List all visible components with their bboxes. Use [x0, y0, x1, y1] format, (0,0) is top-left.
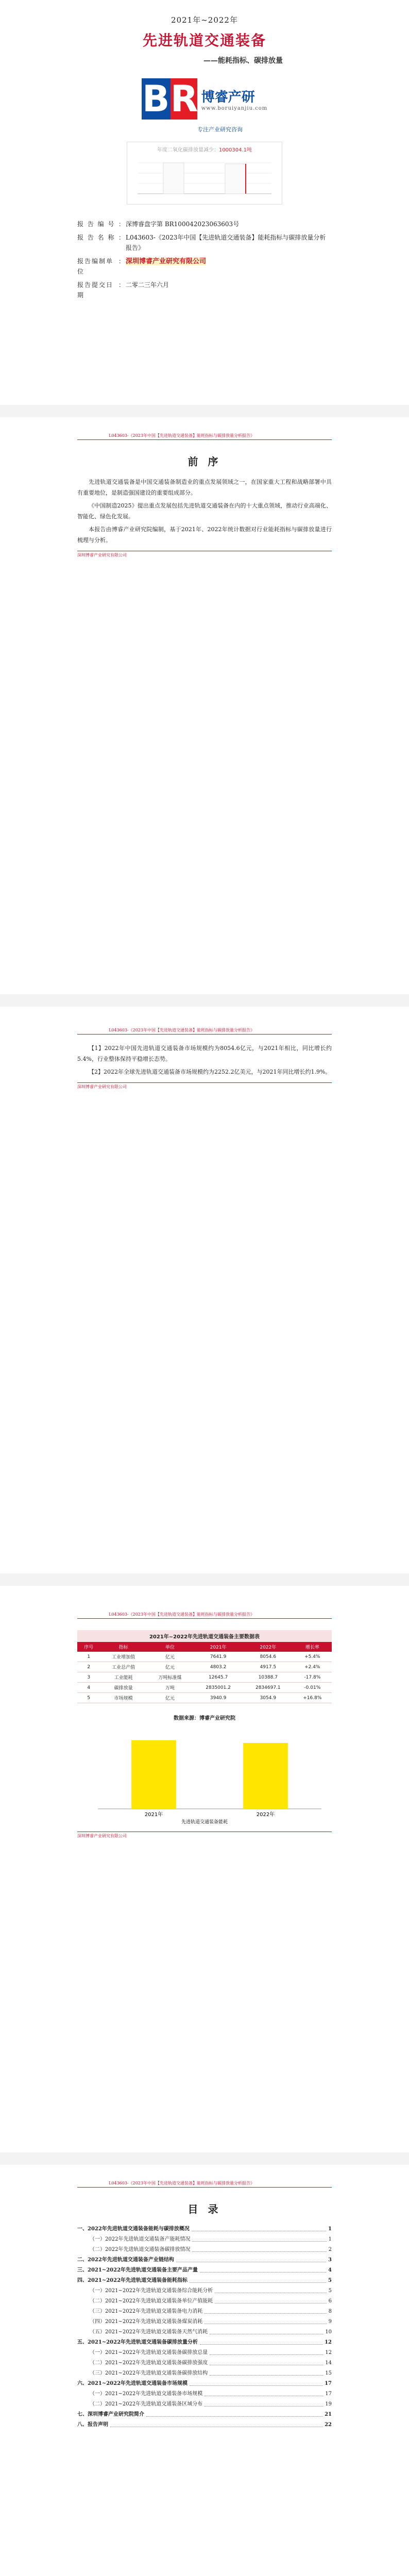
page-footer: 深圳博睿产业研究有限公司	[77, 1832, 332, 1839]
page-header: L043603-《2023年中国【先进轨道交通装备】能耗指标与碳排放量分析报告》	[77, 1027, 332, 1035]
cell: 1	[77, 1652, 100, 1662]
table-row	[77, 1683, 332, 1693]
toc-leader	[210, 2327, 323, 2334]
brand-slogan: 专注产业研究咨询	[197, 126, 243, 133]
page-footer: 深圳博睿产业研究有限公司	[77, 551, 332, 558]
toc-leader	[204, 2389, 323, 2396]
cell: +2.4%	[293, 1662, 332, 1672]
toc-page-number: 12	[325, 2340, 332, 2345]
cell: 万吨标准煤	[147, 1672, 193, 1683]
cell: 2835001.2	[193, 1683, 243, 1693]
toc-leader	[200, 2265, 326, 2273]
toc-item[interactable]	[77, 2420, 332, 2430]
meta-key: 报告提交日期	[77, 281, 114, 299]
cell: 工业总产值	[100, 1662, 146, 1672]
toc-item-text: （一）2021~2022年先进轨道交通装备碳排放总量	[90, 2350, 208, 2355]
cover-chart-caption: 年度二氧化碳排放量减少：	[157, 147, 219, 153]
toc-item[interactable]	[77, 2286, 332, 2296]
toc-page-number: 5	[328, 2278, 332, 2283]
cell: 万吨	[147, 1683, 193, 1693]
bar-chart	[77, 1721, 332, 1824]
cell: 3940.9	[193, 1693, 243, 1703]
toc-leader	[210, 2368, 323, 2376]
preface-page	[0, 417, 409, 994]
table-row	[77, 1672, 332, 1683]
cover-chart-svg	[127, 142, 282, 204]
toc-page-number: 22	[325, 2422, 332, 2428]
page-footer: 深圳博睿产业研究有限公司	[77, 1082, 332, 1090]
toc-item[interactable]	[77, 2337, 332, 2348]
toc-item[interactable]	[77, 2276, 332, 2286]
toc-item-text: （五）2021~2022年先进轨道交通装备天然气消耗	[90, 2329, 208, 2335]
toc-page-number: 5	[328, 2288, 332, 2294]
toc-item-text: 四、2021~2022年先进轨道交通装备能耗指标	[77, 2278, 188, 2283]
data-page	[0, 1586, 409, 2153]
bar-chart-title: 数据来源：博睿产业研究院	[174, 1716, 235, 1721]
toc-item[interactable]	[77, 2234, 332, 2245]
cell: 8054.6	[243, 1652, 293, 1662]
toc-item-text: 七、深圳博睿产业研究院简介	[77, 2412, 144, 2417]
cell: 10388.7	[243, 1672, 293, 1683]
preface-para: 《中国制造2025》提出重点发展包括先进轨道交通装备在内的十大重点领域，推动行业高端化、智能化、绿色化发展。	[77, 502, 332, 520]
section-para: 【2】2022年全球先进轨道交通装备市场规模约为2252.2亿美元，与2021年同比增长约1.9%。	[89, 1069, 331, 1075]
toc-item-text: 三、2021~2022年先进轨道交通装备主要产品产量	[77, 2267, 198, 2273]
page-header: L043603-《2023年中国【先进轨道交通装备】能耗指标与碳排放量分析报告》	[77, 1612, 332, 1619]
cell: 亿元	[147, 1693, 193, 1703]
meta-key: 报 告 编 号	[77, 221, 115, 228]
cell: 4917.5	[243, 1662, 293, 1672]
toc-item-text: （二）2021~2022年先进轨道交通装备区域分布	[90, 2401, 203, 2407]
toc-item[interactable]	[77, 2410, 332, 2420]
toc-page-number: 1	[328, 2236, 332, 2242]
toc-item-text: （二）2022年先进轨道交通装备碳排放情况	[90, 2247, 191, 2252]
toc-leader	[190, 2276, 326, 2283]
meta-value: L043603-《2023年中国【先进轨道交通装备】能耗指标与碳排放量分析报告》	[126, 234, 326, 251]
table-header: 增长率	[293, 1642, 332, 1652]
page-separator	[0, 2153, 409, 2165]
cover-years: 2021年~2022年	[171, 15, 238, 25]
toc-item[interactable]	[77, 2317, 332, 2327]
toc-item-text: （一）2021~2022年先进轨道交通装备市场规模	[90, 2391, 203, 2397]
toc-item[interactable]	[77, 2307, 332, 2317]
cell: 工业增加值	[100, 1652, 146, 1662]
preface-body	[0, 477, 409, 546]
meta-value: 深博睿盘字第 BR100042023063603号	[126, 221, 240, 228]
toc-leader	[204, 2399, 323, 2406]
page-header: L043603-《2023年中国【先进轨道交通装备】能耗指标与碳排放量分析报告》	[77, 433, 332, 440]
toc-leader	[204, 2317, 326, 2324]
cell: 市场规模	[100, 1693, 146, 1703]
data-table	[77, 1630, 332, 1703]
toc-leader	[176, 2255, 326, 2262]
cell: +16.8%	[293, 1693, 332, 1703]
cell: 4	[77, 1683, 100, 1693]
table-row	[77, 1662, 332, 1672]
cell: 5	[77, 1693, 100, 1703]
toc-page-number: 19	[325, 2401, 332, 2407]
toc-item[interactable]	[77, 2389, 332, 2399]
table-header: 2021年	[193, 1642, 243, 1652]
bar	[131, 1740, 176, 1809]
toc-item-text: 八、报告声明	[77, 2422, 108, 2428]
toc-page-number: 12	[325, 2350, 332, 2355]
table-caption: 2021年~2022年先进轨道交通装备主要数据表	[77, 1630, 332, 1642]
cell: 7641.9	[193, 1652, 243, 1662]
page-separator	[0, 1573, 409, 1586]
toc-item[interactable]	[77, 2255, 332, 2265]
cover-subtitle: ——能耗指标、碳排放量	[203, 57, 283, 65]
toc-item[interactable]	[77, 2224, 332, 2234]
toc-page-number: 10	[325, 2329, 332, 2335]
meta-key: 报告编制单位	[77, 258, 114, 275]
cell: 4803.2	[193, 1662, 243, 1672]
table-row	[77, 1652, 332, 1662]
preface-title: 前 序	[188, 455, 221, 468]
toc-item[interactable]	[77, 2327, 332, 2337]
toc-item-text: （一）2021~2022年先进轨道交通装备综合能耗分析	[90, 2288, 213, 2294]
cell: 2834697.1	[243, 1683, 293, 1693]
page-header: L043603-《2023年中国【先进轨道交通装备】能耗指标与碳排放量分析报告》	[77, 2180, 332, 2188]
cell: 亿元	[147, 1652, 193, 1662]
toc-leader	[110, 2420, 322, 2427]
toc-leader	[192, 2234, 326, 2242]
table-row	[77, 1693, 332, 1703]
toc-page-number: 8	[328, 2309, 332, 2314]
cell: 亿元	[147, 1662, 193, 1672]
toc-item-text: 一、2022年先进轨道交通装备能耗与碳排放概况	[77, 2226, 190, 2232]
toc-title: 目 录	[188, 2203, 221, 2215]
brand-url: www.boruiyanjiu.com	[201, 106, 268, 111]
toc-item[interactable]	[77, 2368, 332, 2379]
toc-item-text: 二、2022年先进轨道交通装备产业链结构	[77, 2257, 174, 2263]
toc-leader	[192, 2245, 326, 2252]
table-header: 2022年	[243, 1642, 293, 1652]
meta-key: 报 告 名 称	[77, 234, 115, 241]
meta-value-org: 深圳博睿产业研究有限公司	[126, 258, 207, 265]
toc-leader	[204, 2307, 326, 2314]
toc-leader	[210, 2348, 323, 2355]
cell: 3054.9	[243, 1693, 293, 1703]
toc-page-number: 6	[328, 2298, 332, 2304]
toc-leader	[146, 2410, 322, 2417]
toc-item[interactable]	[77, 2348, 332, 2358]
page-separator	[0, 405, 409, 417]
cell: 碳排放量	[100, 1683, 146, 1693]
toc-item-text: （二）2021~2022年先进轨道交通装备碳排放强度	[90, 2360, 208, 2366]
toc-page-number: 2	[328, 2247, 332, 2252]
toc-page-number: 9	[328, 2319, 332, 2325]
cover-chart	[127, 142, 282, 205]
toc-item-text: 五、2021~2022年先进轨道交通装备碳排放量分析	[77, 2340, 198, 2345]
preface-para: 先进轨道交通装备是中国交通装备制造业的重点发展领域之一，在国家重大工程和战略部署中具有重要地位，是制造强国建设的重要组成部分。	[77, 479, 332, 496]
toc-item-text: （三）2021~2022年先进轨道交通装备碳排放结构	[90, 2370, 208, 2376]
toc-page-number: 17	[325, 2381, 332, 2386]
toc-page-number: 21	[325, 2412, 332, 2417]
page-separator	[0, 994, 409, 1007]
toc-item-text: （二）2021~2022年先进轨道交通装备单位产值能耗	[90, 2298, 213, 2304]
toc-list	[0, 2224, 409, 2430]
x-tick-label: 2021年	[144, 1812, 163, 1818]
cell: 2	[77, 1662, 100, 1672]
toc-item-text: （三）2021~2022年先进轨道交通装备电力消耗	[90, 2309, 203, 2314]
toc-leader	[192, 2224, 326, 2231]
toc-item[interactable]	[77, 2358, 332, 2368]
report-meta: 报 告 编 号 ： 深博睿盘字第 BR100042023063603号 报 告 名 称 ： L043603-《2023年中国【先进轨道交通装备】能耗指标与碳排放量分析报告》 报告编制单位 ： 深圳博睿产业研究有限公司 报告提交日期 ： 二零二三年六月	[77, 219, 332, 300]
cover-page	[0, 0, 409, 405]
toc-leader	[200, 2337, 322, 2345]
br-logo-icon: B R	[142, 78, 198, 120]
table-header: 序号	[77, 1642, 100, 1652]
toc-leader	[215, 2286, 326, 2293]
toc-page	[0, 2165, 409, 2576]
toc-item[interactable]	[77, 2379, 332, 2389]
cell: 工业能耗	[100, 1672, 146, 1683]
table-header: 单位	[147, 1642, 193, 1652]
meta-value: 二零二三年六月	[126, 281, 169, 289]
cell: -17.8%	[293, 1672, 332, 1683]
toc-leader	[215, 2296, 326, 2303]
toc-item-text: （一）2022年先进轨道交通装备产能耗情况	[90, 2236, 191, 2242]
section-page	[0, 1007, 409, 1573]
toc-page-number: 14	[325, 2360, 332, 2366]
toc-page-number: 17	[325, 2391, 332, 2397]
toc-item[interactable]	[77, 2265, 332, 2276]
toc-item[interactable]	[77, 2245, 332, 2255]
brand-name: 博睿产研	[201, 90, 255, 105]
toc-page-number: 15	[325, 2370, 332, 2376]
toc-item-text: 六、2021~2022年先进轨道交通装备市场规模	[77, 2381, 188, 2386]
cell: 12645.7	[193, 1672, 243, 1683]
x-tick-label: 2022年	[256, 1812, 275, 1818]
toc-page-number: 4	[328, 2267, 332, 2273]
toc-item[interactable]	[77, 2296, 332, 2307]
cell: 3	[77, 1672, 100, 1683]
legend-entry: 先进轨道交通装备能耗	[181, 1820, 228, 1824]
toc-leader	[210, 2358, 323, 2365]
bar	[243, 1743, 288, 1809]
table-header: 指标	[100, 1642, 146, 1652]
toc-leader	[190, 2379, 322, 2386]
toc-page-number: 3	[328, 2257, 332, 2263]
cell: +5.4%	[293, 1652, 332, 1662]
toc-item-text: （四）2021~2022年先进轨道交通装备煤炭消耗	[90, 2319, 203, 2325]
toc-item[interactable]	[77, 2399, 332, 2410]
toc-page-number: 1	[328, 2226, 332, 2232]
brand-logo	[77, 76, 332, 122]
section-body	[0, 1043, 409, 1077]
cover-chart-value: 1000304.1吨	[218, 147, 252, 153]
cell: -0.01%	[293, 1683, 332, 1693]
preface-para: 本报告由博睿产业研究院编制，基于2021年、2022年统计数据对行业能耗指标与碳排放量进行梳理与分析。	[77, 526, 332, 544]
section-para: 【1】2022年中国先进轨道交通装备市场规模约为8054.6亿元，与2021年相比，同比增长约5.4%，行业整体保持平稳增长态势。	[77, 1045, 332, 1062]
cover-title: 先进轨道交通装备	[142, 32, 266, 49]
